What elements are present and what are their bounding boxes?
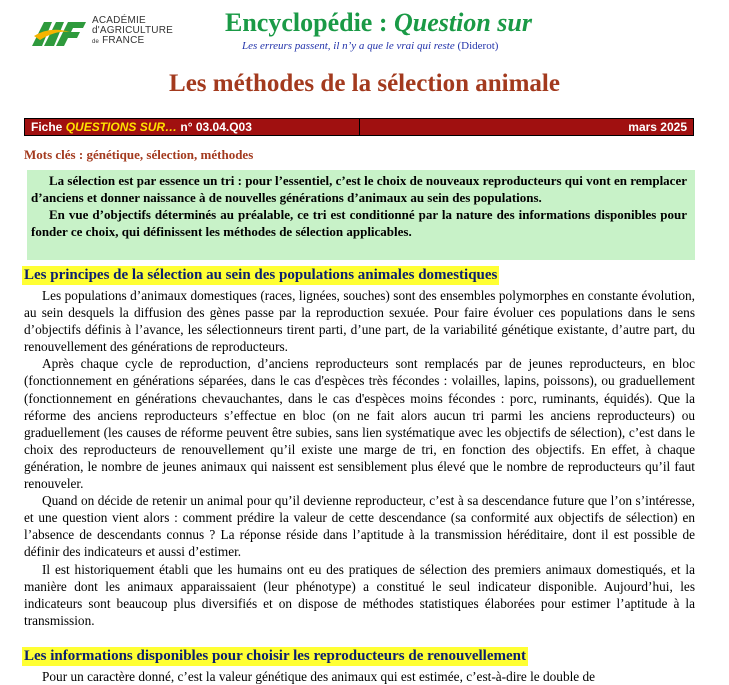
fiche-bar — [24, 118, 694, 136]
fiche-series: QUESTIONS SUR… — [65, 120, 178, 134]
keywords: Mots clés : génétique, sélection, méthodes — [24, 147, 254, 162]
subtitle-quote: Les erreurs passent, il n’y a que le vrai qui reste — [242, 40, 455, 52]
fiche-date: mars 2025 — [628, 120, 687, 134]
body-paragraph: Il est historiquement établi que les humains ont eu des pratiques de sélection des premiers animaux domestiqués, et la manière dont les animaux apparaissaient (leur phénotype) a constitué le seul indicateur disponible. Aujourd’hui, les indicateurs sont beaucoup plus diversifiés et on dispose de méthodes statistiques élaborées pour estimer l’aptitude à la transmission. — [24, 561, 695, 628]
logo-line-2: d'AGRICULTURE — [92, 25, 174, 36]
logo-line-1: ACADÉMIE — [92, 15, 146, 26]
fiche-bar-divider — [359, 119, 360, 135]
body-paragraph-partial: Pour un caractère donné, c’est la valeur génétique des animaux qui est estimée, c’est-à-dire le double de — [42, 669, 596, 684]
body-paragraph: Après chaque cycle de reproduction, d’anciens reproducteurs sont remplacés par de jeunes reproducteurs, en bloc (fonctionnement en générations séparées, dans le cas d'espèces très fécondes : volailles, lapins, poissons), ou graduellement (fonctionnement en générations chevauchantes, dans le cas d'espèces moins fécondes : porc, ruminants, équidés). Que la réforme des anciens reproducteurs s’effectue en bloc (on ne fait alors aucun tri parmi les anciens reproducteurs) ou graduellement (les causes de réforme peuvent être subies, sans lien systématique avec les objectifs de sélection), c’est dans le choix des reproducteurs de renouvellement qu’il existe une marge de tri, en fonction des objectifs. En effet, à chaque génération, le nombre de jeunes animaux qui naissent est sensiblement plus élevé que le nombre de reproducteurs qu’il faut renouveler. — [24, 356, 695, 492]
encyclopedia-title — [225, 8, 532, 38]
subtitle-author: (Diderot) — [457, 40, 499, 52]
fiche-number: n° 03.04.Q03 — [180, 120, 252, 134]
section-heading-principles: Les principes de la sélection au sein des populations animales domestiques — [24, 267, 498, 283]
fiche-prefix: Fiche — [31, 120, 63, 134]
encyclopedia-title-italic: Question sur — [394, 8, 532, 37]
intro-paragraph: En vue d’objectifs déterminés au préalable, ce tri est conditionné par la nature des informations disponibles pour fonder ce choix, qui définissent les méthodes de sélection applicables. — [31, 207, 687, 239]
section-heading-information: Les informations disponibles pour choisir les reproducteurs de renouvellement — [24, 648, 526, 664]
encyclopedia-subtitle — [242, 40, 498, 52]
encyclopedia-title-main: Encyclopédie : — [225, 8, 388, 37]
academy-logo-icon — [30, 18, 88, 48]
fiche-reference — [31, 120, 252, 134]
intro-paragraph: La sélection est par essence un tri : pour l’essentiel, c’est le choix de nouveaux reproducteurs qui vont en remplacer d’anciens et donner naissance à de nouvelles générations d’animaux au sein des populations. — [31, 173, 687, 205]
academy-logo — [30, 16, 180, 50]
body-paragraph: Les populations d’animaux domestiques (races, lignées, souches) sont des ensembles polymorphes en constante évolution, au sein desquels la diffusion des gènes passe par la reproduction sexuée. Pour faire évoluer ces populations dans le sens d’objectifs définis à l’avance, les sélectionneurs tirent parti, d’une part, de la variabilité génétique existante, d’autre part, du renouvellement des générations de reproducteurs. — [24, 288, 695, 355]
section-body-principles — [24, 287, 695, 629]
page-title: Les méthodes de la sélection animale — [169, 70, 560, 97]
intro-box — [27, 170, 695, 260]
body-paragraph: Quand on décide de retenir un animal pour qu’il devienne reproducteur, c’est à sa descendance future que l’on s’intéresse, et une question vient alors : comment prédire la valeur de cette descendance (sa conformité aux objectifs de sélection) en l’absence de descendants connus ? La réponse réside dans l’aptitude à la transmission héréditaire, dont il est possible de définir des indicateurs et aussi d’estimer. — [24, 493, 695, 560]
logo-line-3: de FRANCE — [92, 35, 145, 46]
